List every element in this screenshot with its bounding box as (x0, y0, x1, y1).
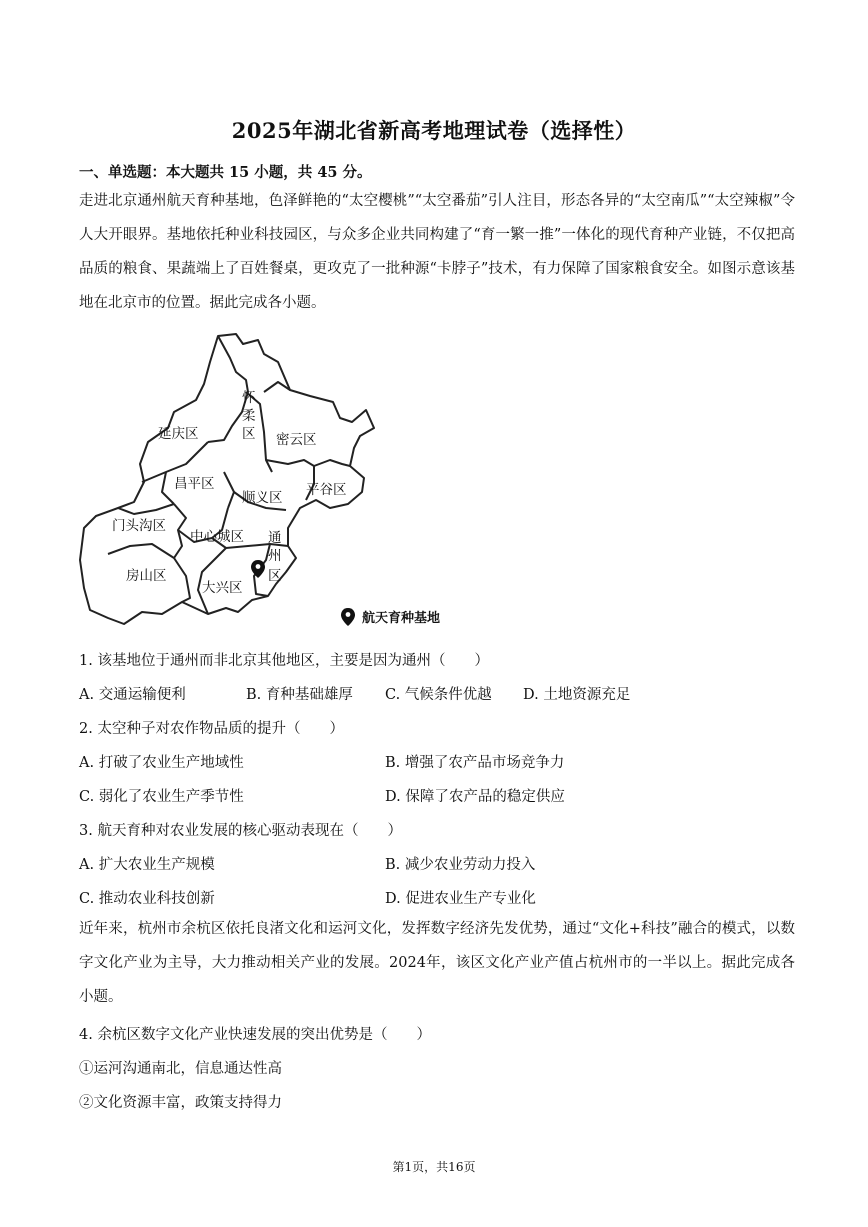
q2-option-c[interactable]: C. 弱化了农业生产季节性 (79, 789, 244, 805)
q2-option-d[interactable]: D. 保障了农产品的稳定供应 (385, 789, 565, 805)
q4-item-2: ②文化资源丰富，政策支持得力 (79, 1095, 282, 1111)
q4-item-1: ①运河沟通南北，信息通达性高 (79, 1061, 282, 1077)
q1-option-c[interactable]: C. 气候条件优越 (385, 687, 492, 703)
district-label-tongzhou-2: 州 (268, 548, 282, 564)
district-label-tongzhou-3: 区 (268, 568, 282, 584)
passage-1: 走进北京通州航天育种基地，色泽鲜艳的“太空樱桃”“太空番茄”引人注目，形态各异的“太空南瓜”“太空辣椒”令人大开眼界。基地依托种业科技园区，与众多企业共同构建了“育一繁一推”一体化的现代育种产业链，不仅把高品质的粮食、果蔬端上了百姓餐桌，更攻克了一批种源“卡脖子”技术，有力保障了国家粮食安全。如图示意该基地在北京市的位置。据此完成各小题。 (79, 193, 795, 311)
q3-option-a[interactable]: A. 扩大农业生产规模 (79, 857, 215, 873)
q4-stem: 4. 余杭区数字文化产业快速发展的突出优势是（ ） (79, 1027, 431, 1043)
district-label-tongzhou-1: 通 (268, 530, 282, 546)
district-label-shunyi: 顺义区 (242, 490, 283, 506)
q2-option-b[interactable]: B. 增强了农产品市场竞争力 (385, 755, 565, 771)
page-footer: 第1页，共16页 (392, 1160, 476, 1174)
district-label-miyun: 密云区 (276, 432, 317, 448)
district-label-huairou-3: 区 (242, 426, 256, 442)
page-title: 2025年湖北省新高考地理试卷（选择性） (231, 118, 637, 143)
q1-option-b[interactable]: B. 育种基础雄厚 (246, 687, 353, 703)
q1-option-d[interactable]: D. 土地资源充足 (523, 687, 631, 703)
q3-stem: 3. 航天育种对农业发展的核心驱动表现在（ ） (79, 823, 402, 839)
district-label-daxing: 大兴区 (202, 580, 243, 596)
beijing-district-map (78, 332, 458, 634)
district-label-pinggu: 平谷区 (306, 482, 347, 498)
location-pin-icon (341, 608, 355, 626)
district-label-central: 中心城区 (190, 529, 244, 545)
location-pin-icon (251, 560, 265, 578)
district-label-fangshan: 房山区 (126, 568, 167, 584)
q1-option-a[interactable]: A. 交通运输便利 (79, 687, 186, 703)
legend-label: 航天育种基地 (362, 611, 441, 626)
q3-option-c[interactable]: C. 推动农业科技创新 (79, 891, 215, 907)
section-heading: 一、单选题：本大题共 15 小题，共 45 分。 (79, 164, 372, 181)
q3-option-d[interactable]: D. 促进农业生产专业化 (385, 891, 536, 907)
district-label-yanqing: 延庆区 (158, 426, 199, 442)
passage-2: 近年来，杭州市余杭区依托良渚文化和运河文化，发挥数字经济先发优势，通过“文化+科技”融合的模式，以数字文化产业为主导，大力推动相关产业的发展。2024年，该区文化产业产值占杭州市的一半以上。据此完成各小题。 (79, 921, 795, 1005)
district-label-huairou-1: 怀 (242, 390, 256, 406)
q3-option-b[interactable]: B. 减少农业劳动力投入 (385, 857, 536, 873)
district-label-mentougou: 门头沟区 (112, 518, 166, 534)
q1-stem: 1. 该基地位于通州而非北京其他地区，主要是因为通州（ ） (79, 653, 489, 669)
map-legend (341, 608, 440, 626)
q2-option-a[interactable]: A. 打破了农业生产地域性 (79, 755, 244, 771)
district-label-changping: 昌平区 (174, 476, 215, 492)
district-label-huairou-2: 柔 (242, 408, 256, 424)
q2-stem: 2. 太空种子对农作物品质的提升（ ） (79, 721, 344, 737)
